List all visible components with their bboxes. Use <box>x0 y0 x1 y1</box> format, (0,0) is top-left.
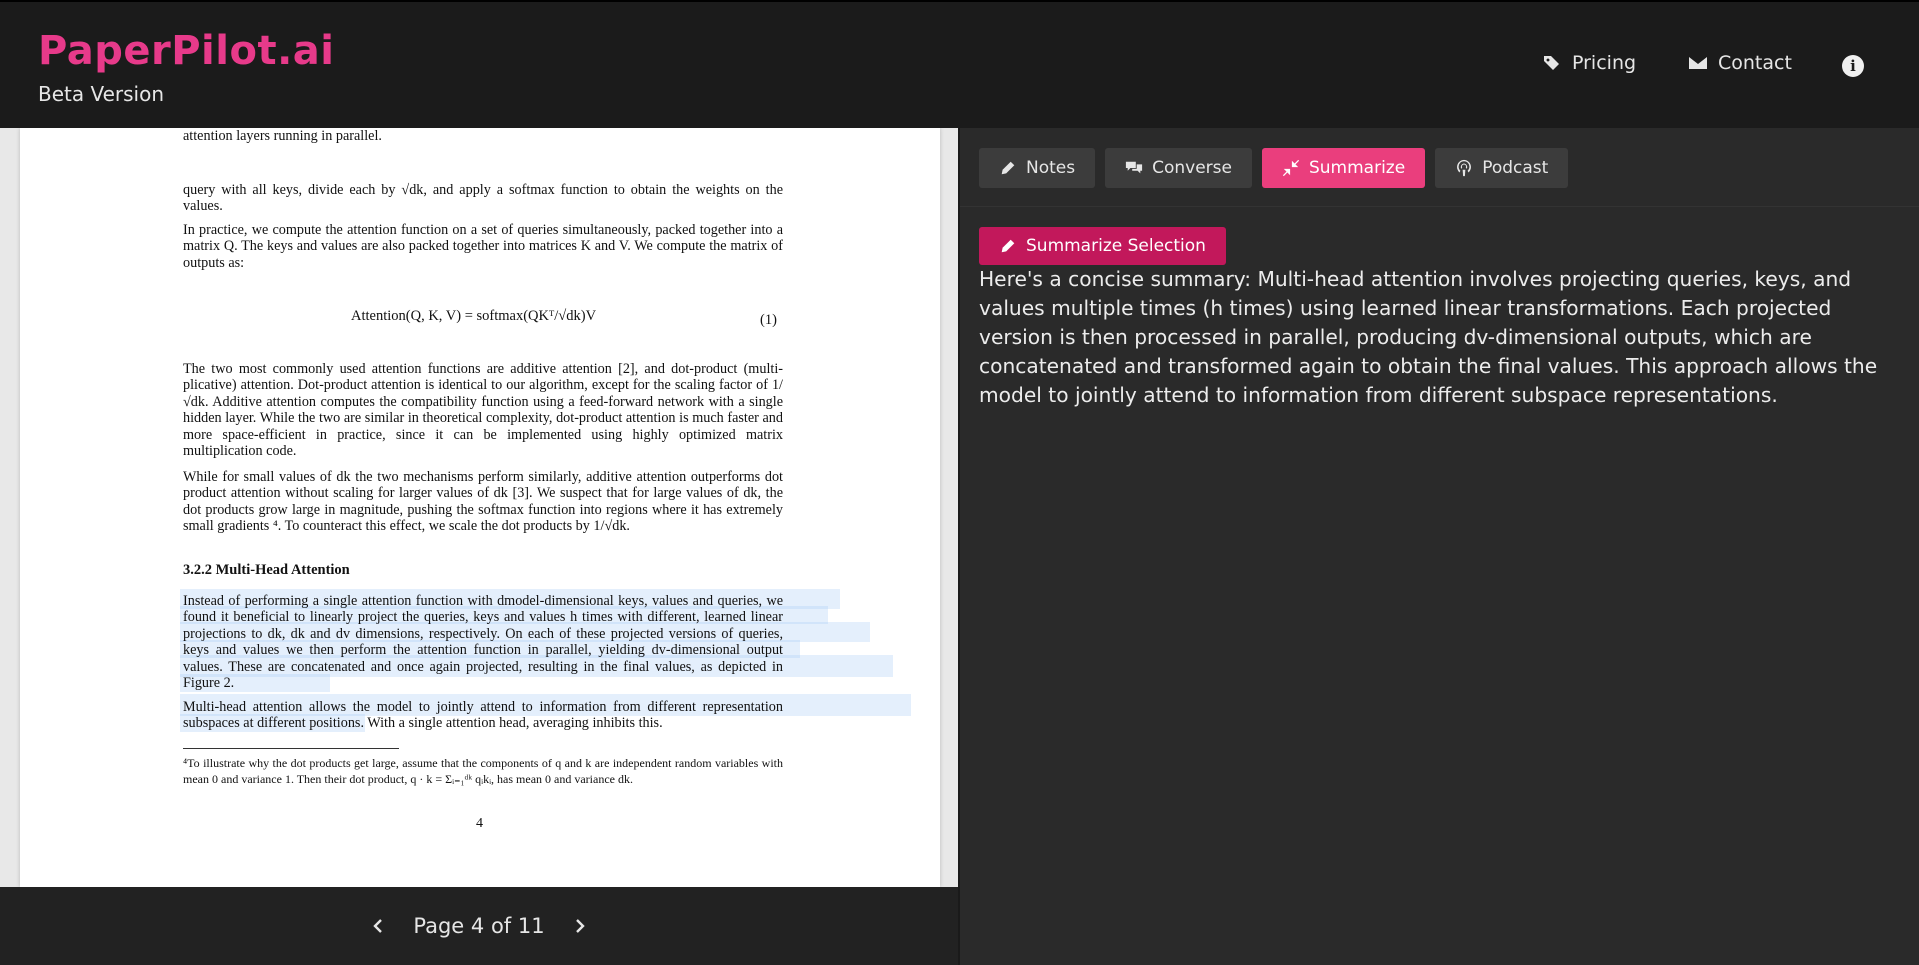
section-heading: 3.2.2 Multi-Head Attention <box>183 562 350 578</box>
prev-page-button[interactable] <box>363 911 393 941</box>
paper-paragraph: In practice, we compute the attention function on a set of queries simultaneously, packed together into a matrix Q. The keys and values are also packed together into matrices K and V. We compute the matrix of outputs as: <box>183 222 783 271</box>
paper-paragraph: query with all keys, divide each by √dk, and apply a softmax function to obtain the weights on the values. <box>183 182 783 215</box>
tabs-divider <box>960 206 1919 207</box>
paper-paragraph: The two most commonly used attention functions are additive attention [2], and dot-product (multi-plicative) attention. Dot-product attention is identical to our algorithm, except for the scaling factor of 1/√dk. Additive attention computes the compatibility function using a feed-forward network with a single hidden layer. While the two are similar in theoretical complexity, dot-product attention is much faster and more space-efficient in practice, since it can be implemented using highly optimized matrix multiplication code. <box>183 361 783 460</box>
tab-label: Converse <box>1152 158 1232 178</box>
pricing-label: Pricing <box>1572 52 1637 74</box>
podcast-icon <box>1455 159 1473 177</box>
contact-label: Contact <box>1718 52 1792 74</box>
summary-output: Here's a concise summary: Multi-head attention involves projecting queries, keys, and values multiple times (h times) using learned linear transformations. Each projected version is then processed in parallel, producing dv-dimensional outputs, which are concatenated and transformed again to obtain the final values. This approach allows the model to jointly attend to information from different subspace representations. <box>979 267 1878 407</box>
tab-converse[interactable] <box>1105 148 1252 188</box>
brand-subtitle: Beta Version <box>38 82 165 106</box>
pencil-icon <box>999 159 1017 177</box>
tab-label: Notes <box>1026 158 1076 178</box>
footnote: ⁴To illustrate why the dot products get large, assume that the components of q and k are independent random variables with mean 0 and variance 1. Then their dot product, q · k = Σᵢ₌₁ᵈᵏ qᵢkᵢ, has mean 0 and variance dk. <box>183 756 783 786</box>
assistant-panel <box>960 128 1919 965</box>
equation-number: (1) <box>760 312 777 328</box>
info-icon[interactable]: i <box>1842 55 1864 77</box>
chevron-right-icon <box>572 918 588 934</box>
pdf-viewer[interactable] <box>0 128 958 887</box>
top-navbar <box>0 0 1919 128</box>
paper-paragraph: attention layers running in parallel. <box>183 128 382 144</box>
pdf-page <box>20 128 940 887</box>
compress-icon <box>1282 159 1300 177</box>
page-navigation <box>0 887 958 965</box>
paper-paragraph: Instead of performing a single attention function with dmodel-dimensional keys, values and queries, we found it beneficial to linearly project the queries, keys and values h times with different, learned linear projections to dk, dk and dv dimensions, respectively. On each of these projected versions of queries, keys and values we then perform the attention function in parallel, yielding dv-dimensional output values. These are concatenated and once again projected, resulting in the final values, as depicted in Figure 2. <box>183 593 783 692</box>
pricing-link[interactable] <box>1542 52 1636 74</box>
paper-page-number: 4 <box>476 816 483 831</box>
tab-summarize[interactable] <box>1262 148 1425 188</box>
attention-equation: Attention(Q, K, V) = softmax(QKᵀ/√dk)V <box>351 308 597 324</box>
footnote-divider <box>183 748 399 749</box>
summarize-selection-label: Summarize Selection <box>1026 236 1206 256</box>
envelope-icon <box>1688 53 1708 73</box>
brand-logo[interactable]: PaperPilot.ai <box>38 28 335 74</box>
tab-podcast[interactable] <box>1435 148 1568 188</box>
tab-label: Podcast <box>1482 158 1549 178</box>
contact-link[interactable] <box>1688 52 1792 74</box>
page-indicator: Page 4 of 11 <box>413 914 545 938</box>
comments-icon <box>1125 159 1143 177</box>
panel-tabs <box>979 148 1568 188</box>
next-page-button[interactable] <box>565 911 595 941</box>
pencil-icon <box>999 237 1017 255</box>
paper-paragraph: While for small values of dk the two mechanisms perform similarly, additive attention outperforms dot product attention without scaling for larger values of dk [3]. We suspect that for large values of dk, the dot products grow large in magnitude, pushing the softmax function into regions where it has extremely small gradients ⁴. To counteract this effect, we scale the dot products by 1/√dk. <box>183 469 783 535</box>
tab-notes[interactable] <box>979 148 1095 188</box>
paper-paragraph: Multi-head attention allows the model to jointly attend to information from different representation subspaces at different positions. With a single attention head, averaging inhibits this. <box>183 699 783 732</box>
tab-label: Summarize <box>1308 158 1406 178</box>
tags-icon <box>1542 53 1562 73</box>
summarize-selection-button[interactable] <box>979 227 1226 265</box>
chevron-left-icon <box>370 918 386 934</box>
